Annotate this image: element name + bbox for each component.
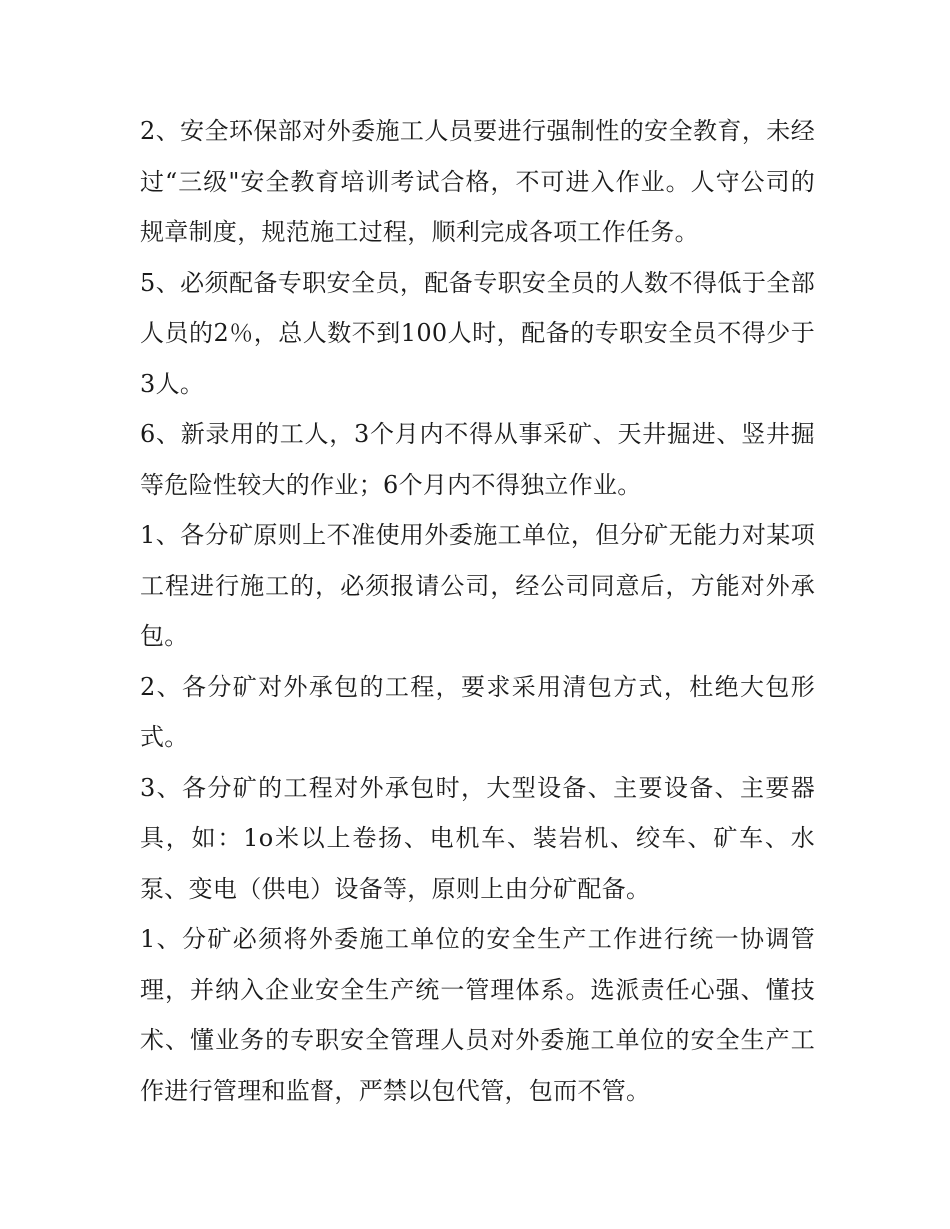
- paragraph-safety-officer: 5、必须配备专职安全员，配备专职安全员的人数不得低于全部人员的2％，总人数不到100人时，配备的专职安全员不得少于3人。: [140, 268, 815, 398]
- paragraph-new-workers: 6、新录用的工人，3个月内不得从事采矿、天井掘进、竖井掘等危险性较大的作业；6个月内不得独立作业。: [140, 420, 815, 499]
- document-body: [140, 106, 815, 1116]
- paragraph-unified-management: 1、分矿必须将外委施工单位的安全生产工作进行统一协调管理，并纳入企业安全生产统一管理体系。选派责任心强、懂技术、懂业务的专职安全管理人员对外委施工单位的安全生产工作进行管理和监督，严禁以包代管，包而不管。: [140, 925, 815, 1105]
- paragraph-equipment: 3、各分矿的工程对外承包时，大型设备、主要设备、主要器具，如：1o米以上卷扬、电机车、装岩机、绞车、矿车、水泵、变电（供电）设备等，原则上由分矿配备。: [140, 773, 815, 903]
- paragraph-contracting-method: 2、各分矿对外承包的工程，要求采用清包方式，杜绝大包形式。: [140, 672, 815, 751]
- paragraph-safety-education: 2、安全环保部对外委施工人员要进行强制性的安全教育，未经过“三级"安全教育培训考试合格，不可进入作业。人守公司的规章制度，规范施工过程，顺利完成各项工作任务。: [140, 117, 815, 246]
- paragraph-outsourcing-principle: 1、各分矿原则上不准使用外委施工单位，但分矿无能力对某项工程进行施工的，必须报请公司，经公司同意后，方能对外承包。: [140, 521, 815, 650]
